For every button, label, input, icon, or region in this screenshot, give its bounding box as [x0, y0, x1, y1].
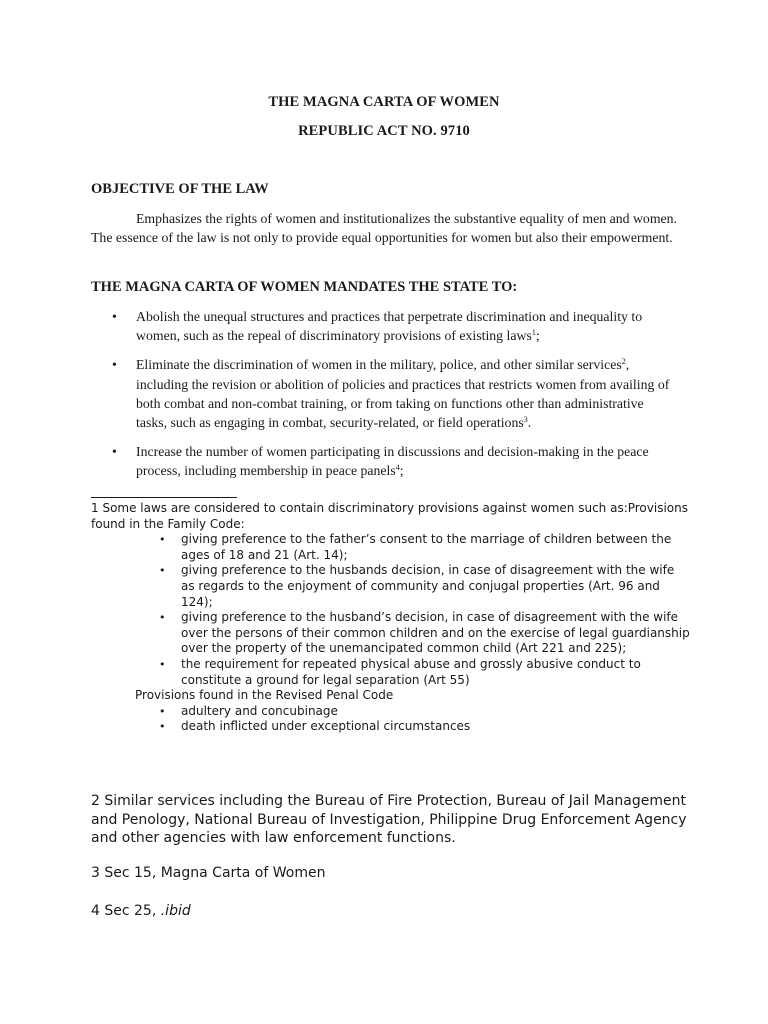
objective-paragraph: Emphasizes the rights of women and institutionalizes the substantive equality of men and women. The essence of the law is not only to provide equal opportunities for women but also their empowerment.	[91, 211, 678, 245]
objective-heading: OBJECTIVE OF THE LAW	[91, 181, 269, 197]
list-item-text: giving preference to the father’s consent to the marriage of children between the ages of 18 and 21 (Art. 14);	[181, 532, 672, 562]
mandate-tail: ;	[535, 328, 540, 344]
footnote-1-intro: 1 Some laws are considered to contain discriminatory provisions against women such as:Provisions found in the Family Code:	[91, 501, 688, 531]
bullet-icon: •	[112, 309, 117, 324]
bullet-icon: •	[159, 704, 166, 718]
footnote-separator	[91, 497, 237, 498]
footnote-ref[interactable]: 4	[395, 463, 400, 473]
footnote-ref[interactable]: 2	[621, 357, 626, 367]
footnote-2: 2 Similar services including the Bureau of Fire Protection, Bureau of Jail Management and Penology, National Bureau of Investigation, Philippine Drug Enforcement Agency and other agencies with law enforcement functions.	[91, 793, 687, 846]
footnote-1	[91, 501, 691, 735]
penal-code-label: Provisions found in the Revised Penal Code	[135, 688, 394, 703]
mandate-tail: .	[527, 415, 532, 431]
list-item	[91, 610, 691, 657]
bullet-icon: •	[159, 533, 166, 547]
mandate-text: Eliminate the discrimination of women in the military, police, and other similar services	[136, 357, 622, 373]
mandate-tail: ;	[399, 463, 404, 479]
mandates-heading: THE MAGNA CARTA OF WOMEN MANDATES THE STATE TO:	[91, 279, 518, 295]
penal-code-list	[91, 704, 691, 735]
footnote-4-ibid: .ibid	[160, 903, 191, 919]
footnote-4-prefix: 4 Sec 25,	[91, 903, 161, 919]
bullet-icon: •	[112, 357, 117, 373]
list-item-text: adultery and concubinage	[181, 703, 338, 718]
list-item-text: death inflicted under exceptional circumstances	[181, 719, 471, 734]
footnote-ref[interactable]: 1	[531, 328, 536, 338]
footnote-ref[interactable]: 3	[523, 415, 528, 425]
list-item-text: the requirement for repeated physical abuse and grossly abusive conduct to constitute a ground for legal separation (Art 55)	[181, 656, 641, 687]
list-item	[91, 719, 691, 735]
footnote-3: 3 Sec 15, Magna Carta of Women	[91, 865, 326, 881]
family-code-list	[91, 532, 691, 688]
footnote-4	[91, 902, 691, 921]
mandates-list	[110, 307, 670, 491]
mandate-text: Increase the number of women participating in discussions and decision-making in the peace process, including membership in peace panels	[136, 444, 649, 479]
list-item	[91, 657, 691, 688]
mandate-item	[110, 442, 670, 480]
bullet-icon: •	[159, 564, 166, 578]
mandate-item	[110, 307, 670, 345]
document-subtitle: REPUBLIC ACT NO. 9710	[298, 123, 470, 139]
mandate-text: Abolish the unequal structures and practices that perpetrate discrimination and inequality to women, such as the repeal of discriminatory provisions of existing laws	[136, 309, 643, 344]
mandate-tail: , including the revision or abolition of policies and practices that restricts women from availing of both combat and non-combat training, or from taking on functions other than administrative tasks, such as engaging in combat, security-related, or field operations	[136, 357, 670, 431]
mandate-item	[110, 355, 670, 432]
list-item-text: giving preference to the husband’s decision, in case of disagreement with the wife over the persons of their common children and on the exercise of legal guardianship over the property of the unemancipated common child (Art 221 and 225);	[181, 610, 690, 656]
document-title: THE MAGNA CARTA OF WOMEN	[268, 94, 500, 110]
bullet-icon: •	[112, 444, 117, 460]
bullet-icon: •	[159, 611, 166, 625]
list-item-text: giving preference to the husbands decision, in case of disagreement with the wife as regards to the enjoyment of community and conjugal properties (Art. 96 and 124);	[181, 563, 675, 609]
bullet-icon: •	[159, 657, 166, 671]
bullet-icon: •	[159, 720, 166, 734]
list-item	[91, 563, 691, 610]
list-item	[91, 704, 691, 720]
list-item	[91, 532, 691, 563]
